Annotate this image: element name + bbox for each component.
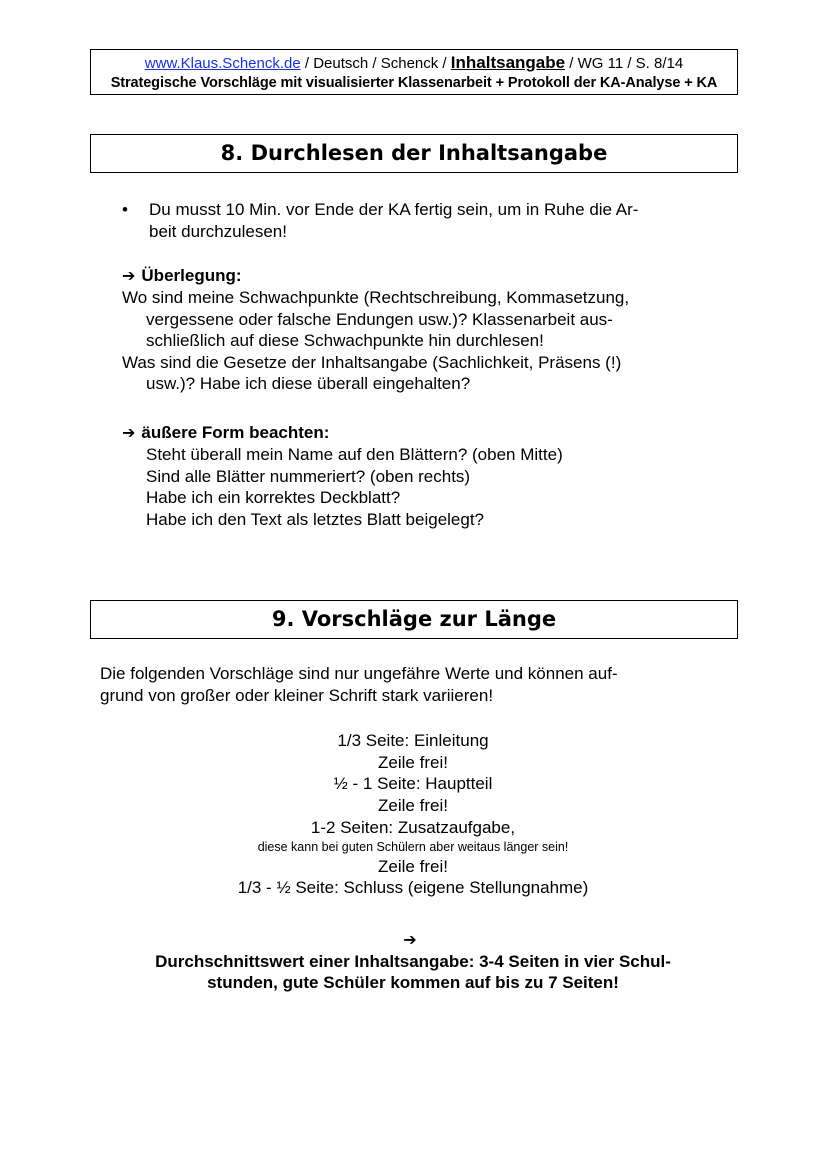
- suggestion-blank-line: Zeile frei!: [378, 856, 448, 876]
- ueberlegung-text: [122, 287, 742, 395]
- ueberlegung-line-5: usw.)? Habe ich diese überall eingehalten?: [146, 374, 471, 393]
- summary-line-1: ➔ Durchschnittswert einer Inhaltsangabe: 3-4 Seiten in vier Schul-: [90, 929, 736, 972]
- suggestion-conclusion: 1/3 - ½ Seite: Schluss (eigene Stellungnahme): [237, 878, 589, 898]
- suggestion-note: diese kann bei guten Schülern aber weitaus länger sein!: [257, 839, 569, 854]
- bullet-icon: •: [122, 200, 128, 219]
- header-topic: Inhaltsangabe: [450, 53, 566, 72]
- suggestion-main-part: ½ - 1 Seite: Hauptteil: [333, 774, 493, 794]
- form-heading: ➔ äußere Form beachten:: [122, 423, 330, 442]
- form-checklist: [146, 444, 563, 530]
- suggestion-introduction: 1/3 Seite: Einleitung: [337, 731, 489, 750]
- ueberlegung-line-1: Wo sind meine Schwachpunkte (Rechtschreibung, Kommasetzung,: [122, 288, 630, 307]
- ueberlegung-line-3: schließlich auf diese Schwachpunkte hin durchlesen!: [146, 331, 544, 350]
- ueberlegung-line-2: vergessene oder falsche Endungen usw.)? Klassenarbeit aus-: [146, 309, 613, 329]
- right-arrow-icon: ➔: [403, 930, 417, 949]
- bullet-line-1: Du musst 10 Min. vor Ende der KA fertig sein, um in Ruhe die Ar-: [149, 200, 639, 219]
- bullet-line-2: beit durchzulesen!: [149, 221, 287, 241]
- section-9-intro: [100, 663, 740, 706]
- website-link[interactable]: www.Klaus.Schenck.de: [144, 55, 301, 72]
- header-path: [91, 53, 737, 74]
- suggestion-blank-line: Zeile frei!: [378, 796, 448, 816]
- summary-line-2: stunden, gute Schüler kommen auf bis zu 7 Seiten!: [207, 973, 619, 992]
- page-header: [90, 49, 738, 95]
- section-9-title: 9. Vorschläge zur Länge: [90, 600, 738, 639]
- ueberlegung-line-4: Was sind die Gesetze der Inhaltsangabe (Sachlichkeit, Präsens (!): [122, 352, 622, 372]
- suggestion-additional-task: 1-2 Seiten: Zusatzaufgabe,: [310, 817, 516, 837]
- intro-line-1: Die folgenden Vorschläge sind nur ungefähre Werte und können auf-: [100, 664, 618, 683]
- length-suggestions: [90, 730, 736, 899]
- form-line-2: Sind alle Blätter nummeriert? (oben rechts): [146, 466, 471, 486]
- section-8-title: 8. Durchlesen der Inhaltsangabe: [90, 134, 738, 173]
- header-path-end: / WG 11 / S. 8/14: [565, 55, 684, 72]
- bullet-item: [122, 199, 722, 242]
- suggestion-blank-line: Zeile frei!: [378, 752, 448, 772]
- right-arrow-icon: ➔: [122, 423, 136, 442]
- average-length-summary: [90, 929, 736, 994]
- intro-line-2: grund von großer oder kleiner Schrift stark variieren!: [100, 685, 494, 705]
- header-subtitle: Strategische Vorschläge mit visualisierter Klassenarbeit + Protokoll der KA-Analyse + KA: [110, 75, 718, 91]
- form-line-3: Habe ich ein korrektes Deckblatt?: [146, 488, 401, 507]
- header-path-mid: / Deutsch / Schenck /: [300, 55, 451, 72]
- form-line-1: Steht überall mein Name auf den Blättern? (oben Mitte): [146, 445, 563, 464]
- right-arrow-icon: ➔: [122, 266, 136, 285]
- form-line-4: Habe ich den Text als letztes Blatt beigelegt?: [146, 509, 485, 529]
- ueberlegung-heading: ➔ Überlegung:: [122, 266, 242, 285]
